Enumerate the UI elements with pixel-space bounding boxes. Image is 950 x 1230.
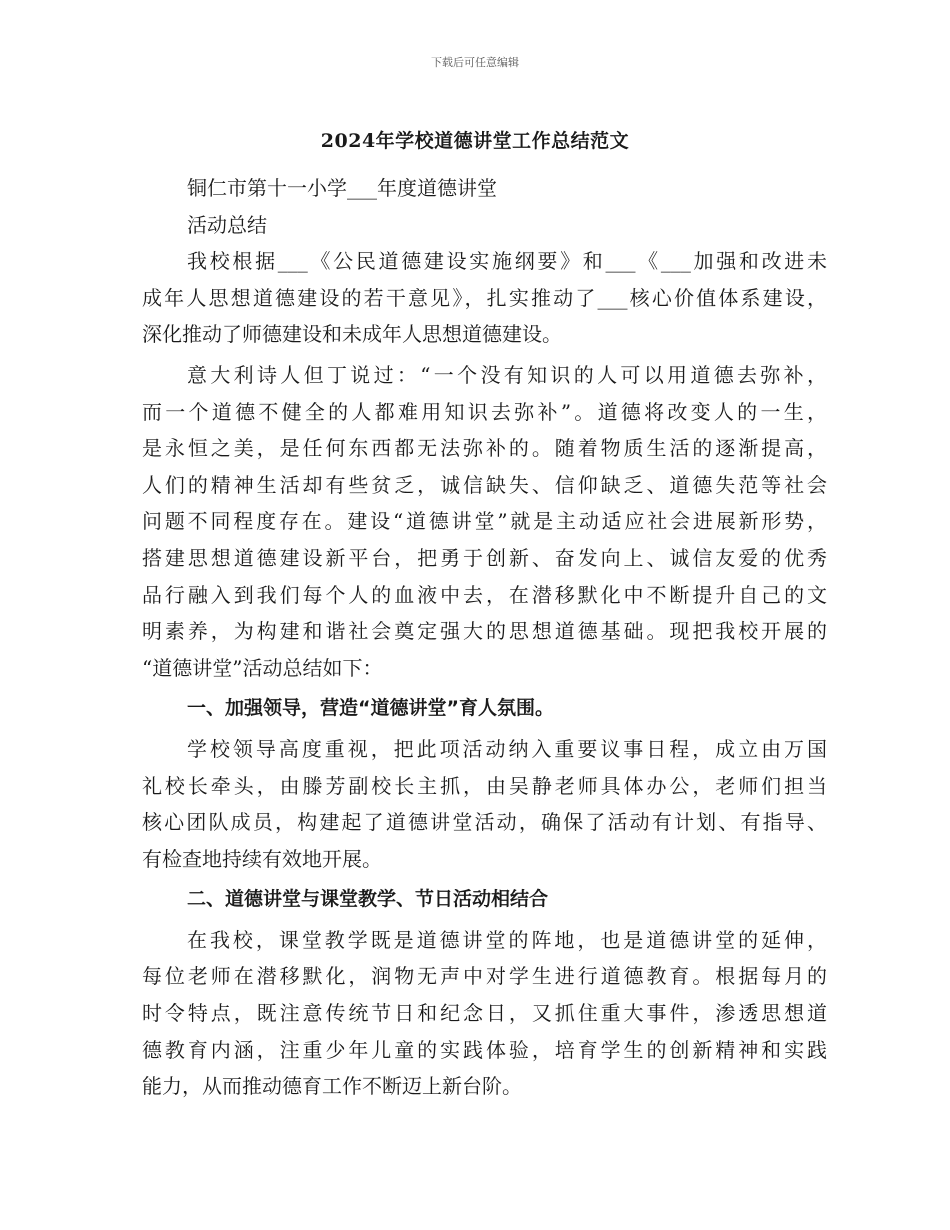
text-line: 活动总结: [187, 212, 267, 237]
section-heading: [142, 690, 827, 727]
paragraph: [142, 207, 827, 244]
text-line: 学校领导高度重视，把此项活动纳入重要议事日程，成立由万国: [187, 736, 827, 761]
text-line: 时令特点，既注意传统节日和纪念日，又抓住重大事件，渗透思想道: [142, 1001, 827, 1026]
document-body: [142, 170, 827, 1109]
text-line: 而一个道德不健全的人都难用知识去弥补”。道德将改变人的一生，: [142, 399, 827, 424]
paragraph: [142, 922, 827, 1105]
text-line: 是永恒之美，是任何东西都无法弥补的。随着物质生活的逐渐提高，: [142, 436, 827, 461]
paragraph: [142, 357, 827, 686]
text-line: 一、加强领导，营造“道德讲堂”育人氛围。: [187, 697, 554, 720]
text-line: “道德讲堂”活动总结如下：: [142, 655, 383, 680]
text-line: 礼校长牵头，由滕芳副校长主抓，由吴静老师具体办公，老师们担当: [142, 773, 827, 798]
text-line: 铜仁市第十一小学___年度道德讲堂: [187, 176, 497, 200]
text-line: 核心团队成员，构建起了道德讲堂活动，确保了活动有计划、有指导、: [142, 810, 827, 835]
text-line: 人们的精神生活却有些贫乏，诚信缺失、信仰缺乏、道德失范等社会: [142, 472, 827, 497]
text-line: 品行融入到我们每个人的血液中去，在潜移默化中不断提升自己的文: [142, 582, 827, 607]
section-heading: [142, 881, 827, 918]
text-line: 二、道德讲堂与课堂教学、节日活动相结合: [187, 888, 549, 911]
text-line: 明素养，为构建和谐社会奠定强大的思想道德基础。现把我校开展的: [142, 619, 827, 644]
paragraph: [142, 170, 827, 207]
text-line: 在我校，课堂教学既是道德讲堂的阵地，也是道德讲堂的延伸，: [187, 927, 827, 952]
header-note: 下载后可任意编辑: [431, 56, 519, 69]
text-line: 能力，从而推动德育工作不断迈上新台阶。: [142, 1074, 522, 1099]
text-line: 成年人思想道德建设的若干意见》，扎实推动了___核心价值体系建设，: [142, 285, 827, 310]
paragraph: [142, 731, 827, 877]
text-line: 有检查地持续有效地开展。: [142, 846, 382, 871]
text-line: 搭建思想道德建设新平台，把勇于创新、奋发向上、诚信友爱的优秀: [142, 545, 827, 570]
text-line: 每位老师在潜移默化，润物无声中对学生进行道德教育。根据每月的: [142, 964, 827, 989]
text-line: 德教育内涵，注重少年儿童的实践体验，培育学生的创新精神和实践: [142, 1037, 827, 1062]
text-line: 问题不同程度存在。建设“道德讲堂”就是主动适应社会进展新形势，: [142, 509, 827, 534]
document-title: 2024年学校道德讲堂工作总结范文: [320, 130, 630, 152]
text-line: 我校根据___《公民道德建设实施纲要》和___《___加强和改进未: [187, 249, 827, 274]
text-line: 深化推动了师德建设和未成年人思想道德建设。: [142, 322, 562, 347]
text-line: 意大利诗人但丁说过：“一个没有知识的人可以用道德去弥补，: [187, 362, 827, 387]
paragraph: [142, 243, 827, 353]
